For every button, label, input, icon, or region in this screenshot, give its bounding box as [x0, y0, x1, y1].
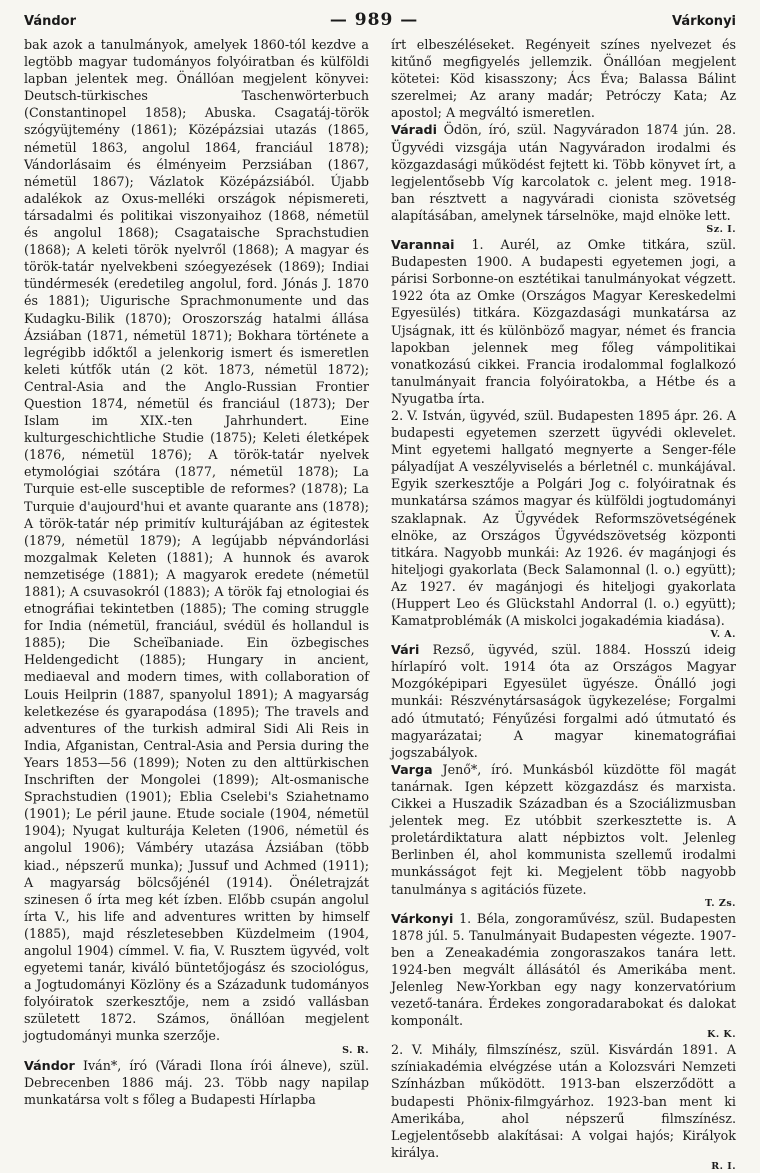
entry-headword: Vári — [391, 642, 420, 658]
entry-text: 2. V. István, ügyvéd, szül. Budapesten 1895 ápr. 26. A budapesti egyetemen szerzett ügyvédi oklevelet. Mint egyetemi hallgató megnyerte a Senger-féle pályadíjat A veszélyviselés a bérletnél c. munkájával. Egyik szerkesztője a Polgári Jog c. folyóiratnak és munkatársa számos magyar és külföldi jogtudományi szaklapnak. Az Ügyvédek Reformszövetségének elnöke, az Országos Ügyvédszövetség központi titkára. Nagyobb munkái: Az 1926. év magánjogi és hiteljogi gyakorlata (Beck Salamonnal (l. o.) együtt); Az 1927. év magánjogi és hiteljogi gyakorlata (Huppert Leo és Glückstahl Andorral (l. o.) együtt); Kamatproblémák (A miskolci jogakadémia kiadása). — [391, 407, 736, 629]
entry-text: Jenő*, író. Munkásból küzdötte föl magát tanárnak. Igen képzett közgazdász és marxista. Cikkei a Huszadik Században és a Szociálizmusban jelentek meg. Ez utóbbit szerkesztette is. A proletárdiktatura alatt népbiztos volt. Jelenleg Berlinben él, ahol kommunista szellemű irodalmi munkásságot fejt ki. Megjelent több nagyobb tanulmánya s agitációs füzete. — [391, 761, 736, 897]
page-number: — 989 — — [329, 10, 419, 30]
entry-text: 2. V. Mihály, filmszínész, szül. Kisvárdán 1891. A színiakadémia elvégzése után a Kolozsvári Nemzeti Színházban működött. 1913-ban elszerződött a budapesti Phönix-filmgyárhoz. 1923-ban ment ki Amerikába, ahol népszerű filmszínész. Legjelentősebb alakításai: A volgai hajós; Királyok királya. — [391, 1042, 736, 1160]
entry-headword: Varannai — [391, 237, 455, 253]
entry-varga-jeno — [391, 761, 736, 910]
entry-varadi-odon — [391, 121, 736, 236]
two-column-body — [24, 36, 736, 1173]
signature: T. Zs. — [704, 897, 736, 909]
entry-headword: Váradi — [391, 122, 437, 138]
right-column — [391, 36, 736, 1173]
signature: V. A. — [710, 629, 736, 641]
signature: R. I. — [711, 1160, 736, 1172]
entry-headword: Várkonyi — [391, 910, 454, 926]
entry-text: Iván*, író (Váradi Ilona írói álneve), szül. Debrecenben 1886 máj. 23. Több nagy napilap munkatársa volt s főleg a Budapesti Hírlapba — [24, 1057, 369, 1107]
entry-text: 1. Béla, zongoraművész, szül. Budapesten 1878 júl. 5. Tanulmányait Budapesten végezte. 1907-ben a Zeneakadémia zongoraszakos tanára lett. 1924-ben megvált állásától és Amerikába ment. Jelenleg New-Yorkban egy nagy konzervatórium vezető-tanára. Érdekes zongoradarabokat és dalokat komponált. — [391, 910, 736, 1029]
running-header — [24, 10, 736, 36]
header-right-word: Várkonyi — [672, 14, 736, 29]
signature: K. K. — [707, 1029, 736, 1041]
entry-vandor-ivan-continued — [391, 36, 736, 121]
left-column — [24, 36, 369, 1173]
signature: S. R. — [342, 1044, 369, 1056]
entry-vandor-ivan — [24, 1057, 369, 1108]
entry-text: Rezső, ügyvéd, szül. 1884. Hosszú ideig hírlapíró volt. 1914 óta az Országos Magyar Mozgóképipari Egyesület ügyésze. Önálló jogi munkái: Részvénytársaságok ügykezelése; Forgalmi adó útmutató; Fényűzési forgalmi adó útmutató és magyarázatai; A magyar kinematográfiai jogszabályok. — [391, 642, 736, 760]
entry-vambery-continued — [24, 36, 369, 1057]
header-left-word: Vándor — [24, 14, 77, 29]
entry-headword: Varga — [391, 761, 433, 777]
entry-varkonyi-mihaly — [391, 1041, 736, 1173]
entry-text: Ödön, író, szül. Nagyváradon 1874 jún. 28. Ügyvédi vizsgája után Nagyváradon irodalmi és közgazdasági működést fejtett ki. Több könyvet írt, a legjelentősebb Víg karcolatok c. jelent meg. 1918-ban résztvett a nagyváradi cionista szövetség alapításában, amelynek társelnöke, majd elnöke lett. — [391, 122, 736, 223]
signature: Sz. I. — [706, 224, 736, 236]
entry-varkonyi-bela — [391, 910, 736, 1042]
entry-headword: Vándor — [24, 1057, 75, 1073]
vambery-text: bak azok a tanulmányok, amelyek 1860-tól kezdve a legtöbb magyar tudományos folyóiratban és külföldi lapban jelentek meg. Önállóan megjelent könyvei: Deutsch-türkisches Taschenwörterbuch (Constantinopel 1858); Abuska. Csagatáj-török szógyüjtemény (1861); Középázsiai utazás (1865, németül 1863, angolul 1864, franciául 1878); Vándorlásaim és élményeim Perzsiában (1867, németül 1867); Vázlatok Középázsiából. Újabb adalékok az Oxus-melléki országok népismereti, társadalmi és politikai viszonyaihoz (1868, németül és angolul 1868); Csagataische Sprachstudien (1868); A keleti török nyelvről (1868); A magyar és török-tatár nyelvekbeni szóegyezések (1869); Indiai tündérmesék (eredetileg angolul, ford. Jónás J. 1870 és 1881); Uigurische Sprachmonumente und das Kudagku-Bilik (1870); Oroszország hatalmi állása Ázsiában (1871, németül 1871); Bokhara története a legrégibb időktől a jelenkorig ismert és ismeretlen keleti kútfők után (2 köt. 1873, németül 1872); Central-Asia and the Anglo-Russian Frontier Question 1874, németül és franciául (1873); Der Islam im XIX.-ten Jahrhundert. Eine kulturgeschichtliche Studie (1875); Keleti életképek (1876, németül 1876); A török-tatár nyelvek etymológiai szótára (1877, németül 1878); La Turquie est-elle susceptible de reformes? (1878); La Turquie d'aujourd'hui et avante quarante ans (1878); A török-tatár nép primitív kulturájában az égitestek (1879, németül 1879); A legújabb népvándorlási mozgalmak Keleten (1881); A hunnok és avarok nemzetisége (1881); A magyarok eredete (németül 1881); A csuvasokról (1883); A török faj etnologiai és etnográfiai tekintetben (1885); The coming struggle for India (németül, franciául, svédül és hollandul is 1885); Die Scheïbaniade. Ein özbegisches Heldengedicht (1885); Hungary in ancient, mediaeval and modern times, with collaboration of Louis Heilprin (1887, spanyolul 1891); A magyarság keletkezése és gyarapodása (1895); The travels and adventures of the turkish admiral Sidi Ali Reis in India, Afganistan, Central-Asia and Persia during the Years 1853—56 (1899); Noten zu den alttürkischen Inschriften der Mongolei (1899); Alt-osmanische Sprachstudien (1901); Eblia Cselebi's Sziahetnamo (1901); Le péril jaune. Etude sociale (1904, németül 1904); Nyugat kulturája Keleten (1906, németül és angolul 1906); Vámbéry utazása Ázsiában (több kiad., népszerű munka); Jussuf und Achmed (1911); A magyarság bölcsőjénél (1914). Önéletrajzát szinesen ő írta meg két ízben. Előbb csupán angolul írta V., his life and adventures written by himself (1885), majd részletesebben Küzdelmeim (1904, angolul 1904) címmel. V. fia, V. Rusztem ügyvéd, volt egyetemi tanár, kiváló büntetőjogász és szociológus, a Jogtudományi Közlöny és a Századunk tudományos folyóiratok szerkesztője, nem a zsidó vallásban született 1872. Számos, önállóan megjelent jogtudományi munka szerzője. — [24, 37, 369, 1044]
entry-varannai-aurel — [391, 236, 736, 407]
entry-varannai-istvan — [391, 407, 736, 641]
entry-text: 1. Aurél, az Omke titkára, szül. Budapesten 1900. A budapesti egyetemen jogi, a párisi Sorbonne-on esztétikai tanulmányokat végzett. 1922 óta az Omke (Országos Magyar Kereskedelmi Egyesülés) titkára. Közgazdasági munkatársa az Ujságnak, itt és különböző magyar, német és francia lapokban jelennek meg főleg vámpolitikai vonatkozású cikkei. Francia irodalommal foglalkozó tanulmányait francia folyóiratokba, a Hétbe és a Nyugatba írta. — [391, 237, 736, 406]
entry-text: írt elbeszéléseket. Regényeit színes nyelvezet és kitűnő megfigyelés jellemzik. Önállóan megjelent kötetei: Köd kisasszony; Ács Éva; Balassa Bálint szerelmei; Az arany madár; Petróczy Kata; Az apostol; A megváltó ismeretlen. — [391, 37, 736, 121]
entry-vari-rezso — [391, 641, 736, 761]
